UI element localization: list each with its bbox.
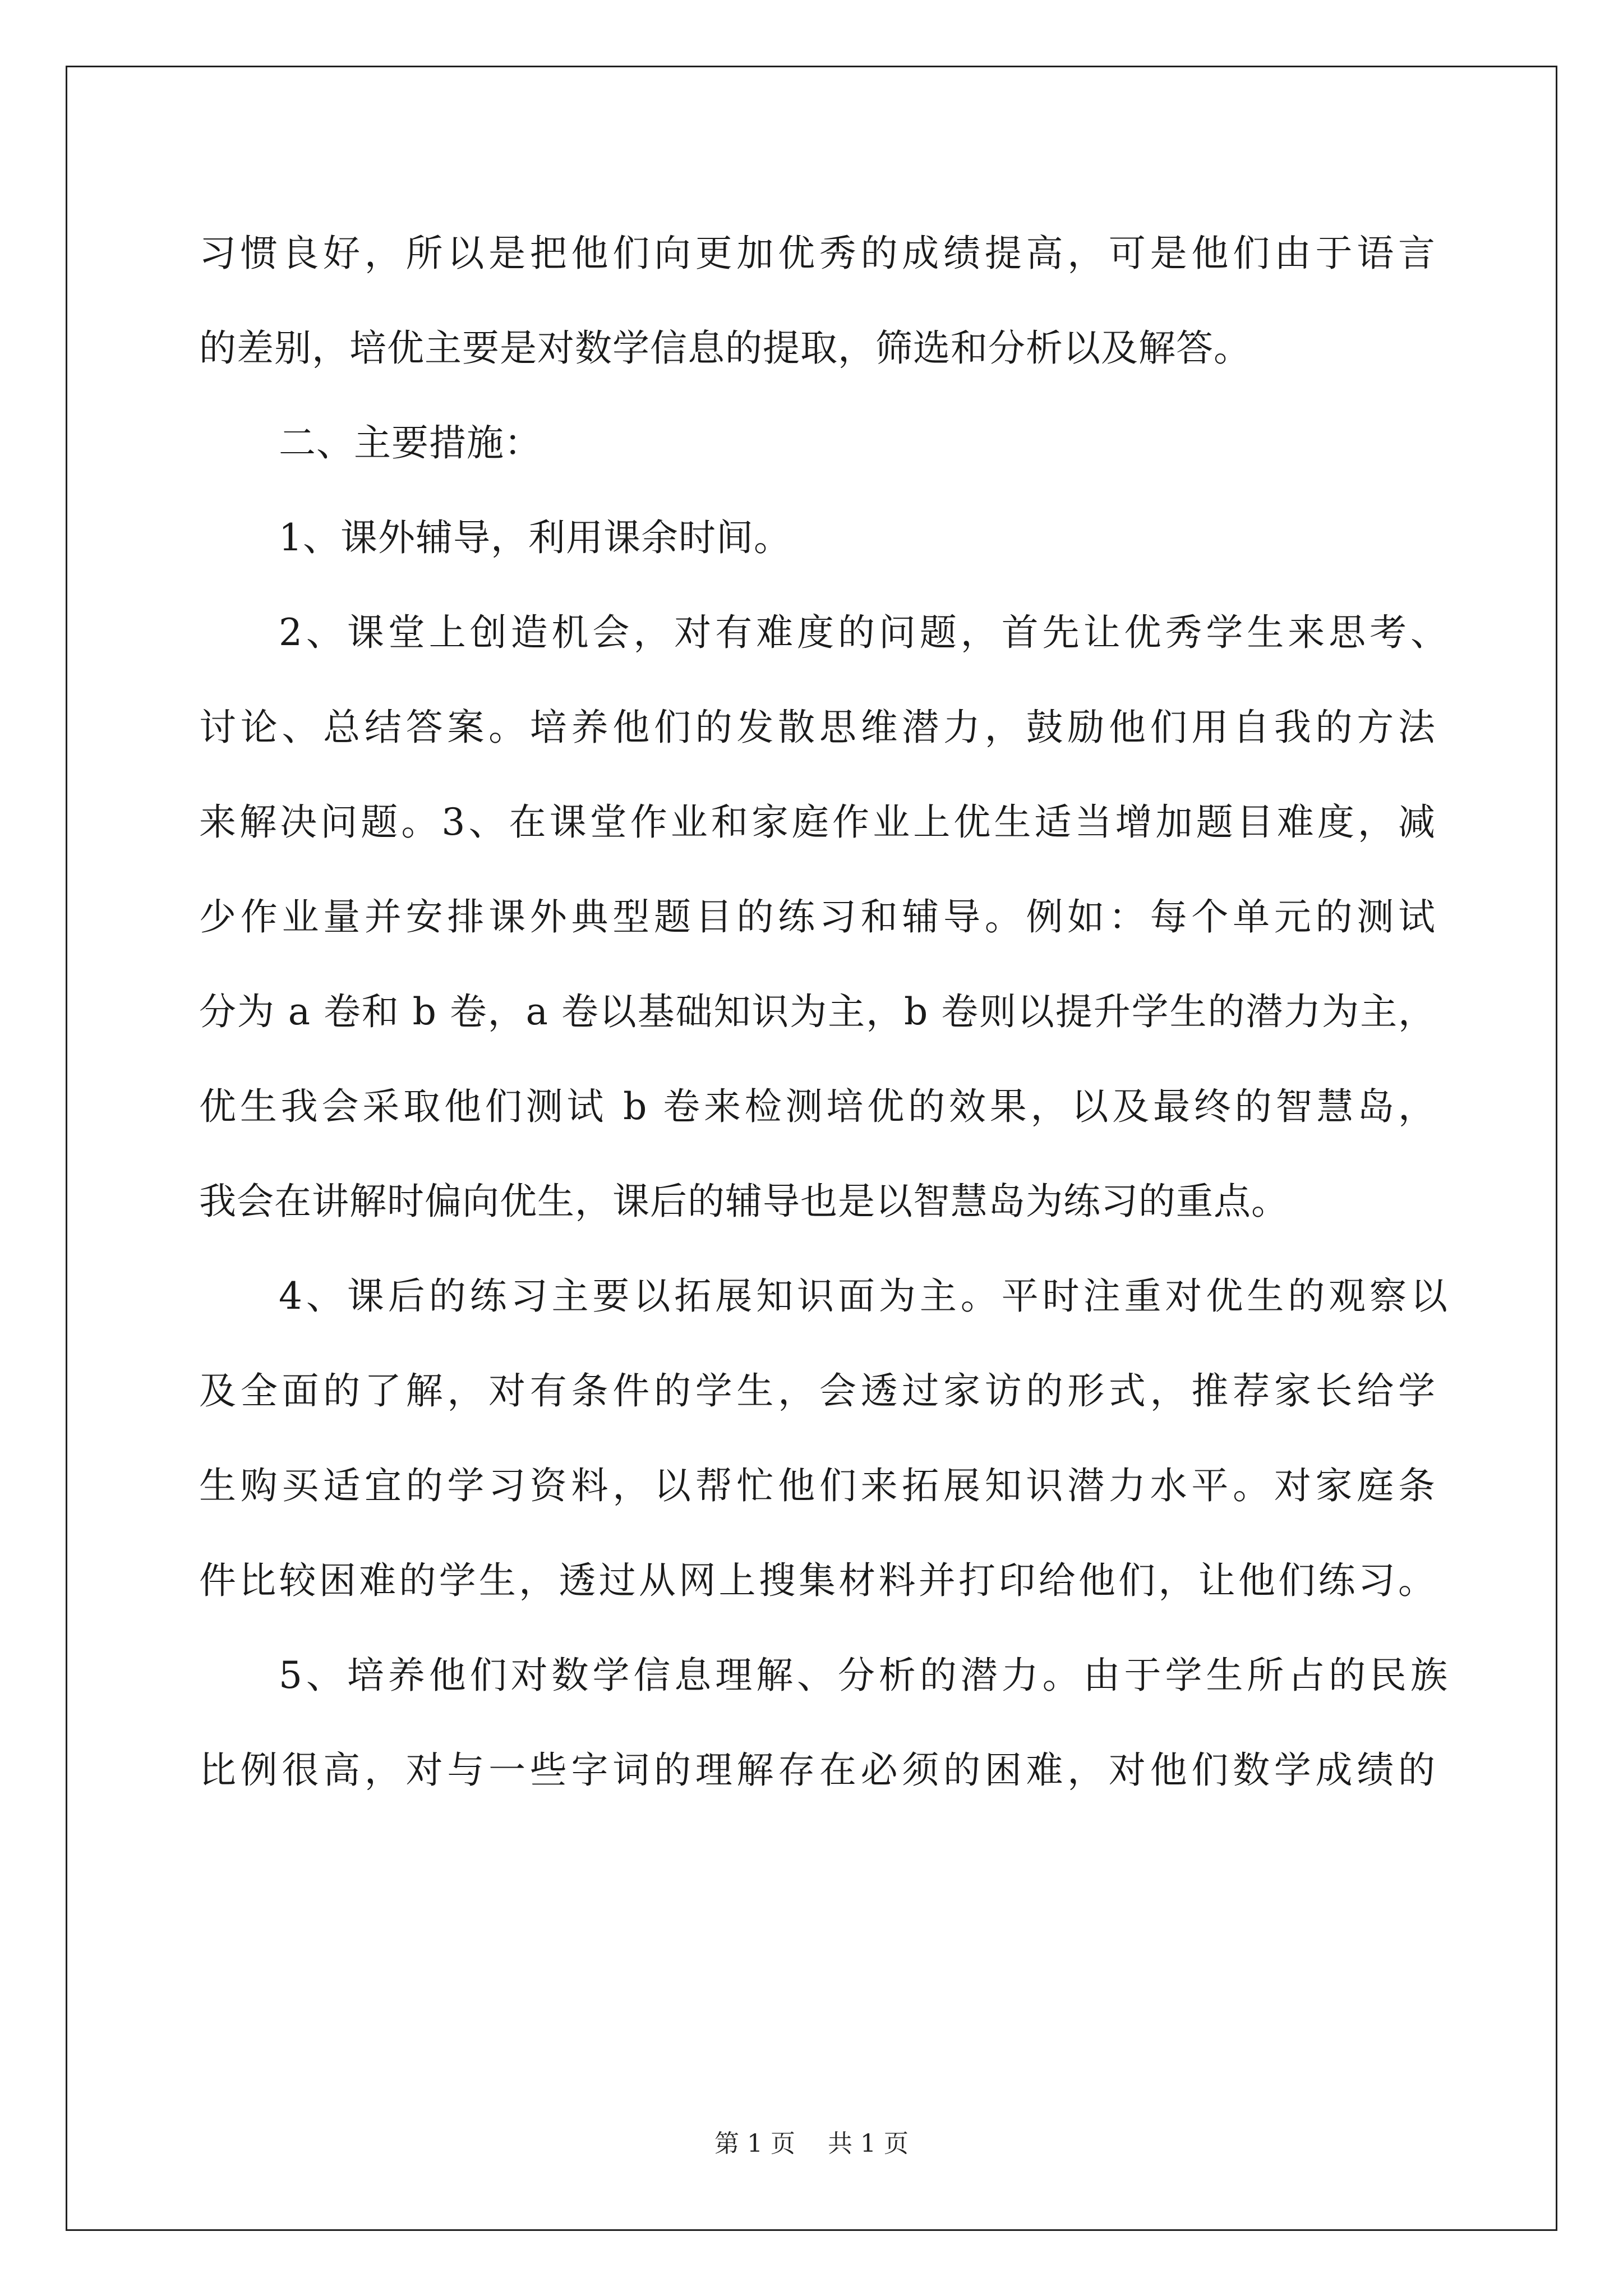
text-line-7: 来解决问题。3、在课堂作业和家庭作业上优生适当增加题目难度，减	[199, 800, 1436, 844]
text-line-5: 2、课堂上创造机会，对有难度的问题，首先让优秀学生来思考、	[279, 611, 1448, 654]
text-line-16: 5、培养他们对数学信息理解、分析的潜力。由于学生所占的民族	[279, 1654, 1448, 1697]
text-line-13: 及全面的了解，对有条件的学生，会透过家访的形式，推荐家长给学	[199, 1369, 1436, 1412]
page-number-footer: 第 1 页 共 1 页	[714, 2129, 909, 2158]
text-line-6: 讨论、总结答案。培养他们的发散思维潜力，鼓励他们用自我的方法	[199, 706, 1436, 749]
text-line-8: 少作业量并安排课外典型题目的练习和辅导。例如：每个单元的测试	[199, 895, 1436, 938]
text-line-1: 习惯良好，所以是把他们向更加优秀的成绩提高，可是他们由于语言	[199, 232, 1436, 275]
text-line-11: 我会在讲解时偏向优生，课后的辅导也是以智慧岛为练习的重点。	[199, 1180, 1289, 1223]
section-heading: 二、主要措施：	[279, 421, 542, 464]
text-line-10: 优生我会采取他们测试 b 卷来检测培优的效果，以及最终的智慧岛，	[199, 1085, 1436, 1128]
text-line-17: 比例很高，对与一些字词的理解存在必须的困难，对他们数学成绩的	[199, 1749, 1436, 1792]
text-line-2: 的差别，培优主要是对数学信息的提取，筛选和分析以及解答。	[199, 326, 1251, 370]
text-line-4: 1、课外辅导，利用课余时间。	[279, 516, 791, 559]
text-line-14: 生购买适宜的学习资料，以帮忙他们来拓展知识潜力水平。对家庭条	[199, 1464, 1436, 1507]
page-frame	[66, 66, 1557, 2231]
text-line-15: 件比较困难的学生，透过从网上搜集材料并打印给他们，让他们练习。	[199, 1559, 1436, 1602]
text-line-12: 4、课后的练习主要以拓展知识面为主。平时注重对优生的观察以	[279, 1274, 1448, 1318]
text-line-9: 分为 a 卷和 b 卷，a 卷以基础知识为主，b 卷则以提升学生的潜力为主，	[199, 990, 1436, 1033]
